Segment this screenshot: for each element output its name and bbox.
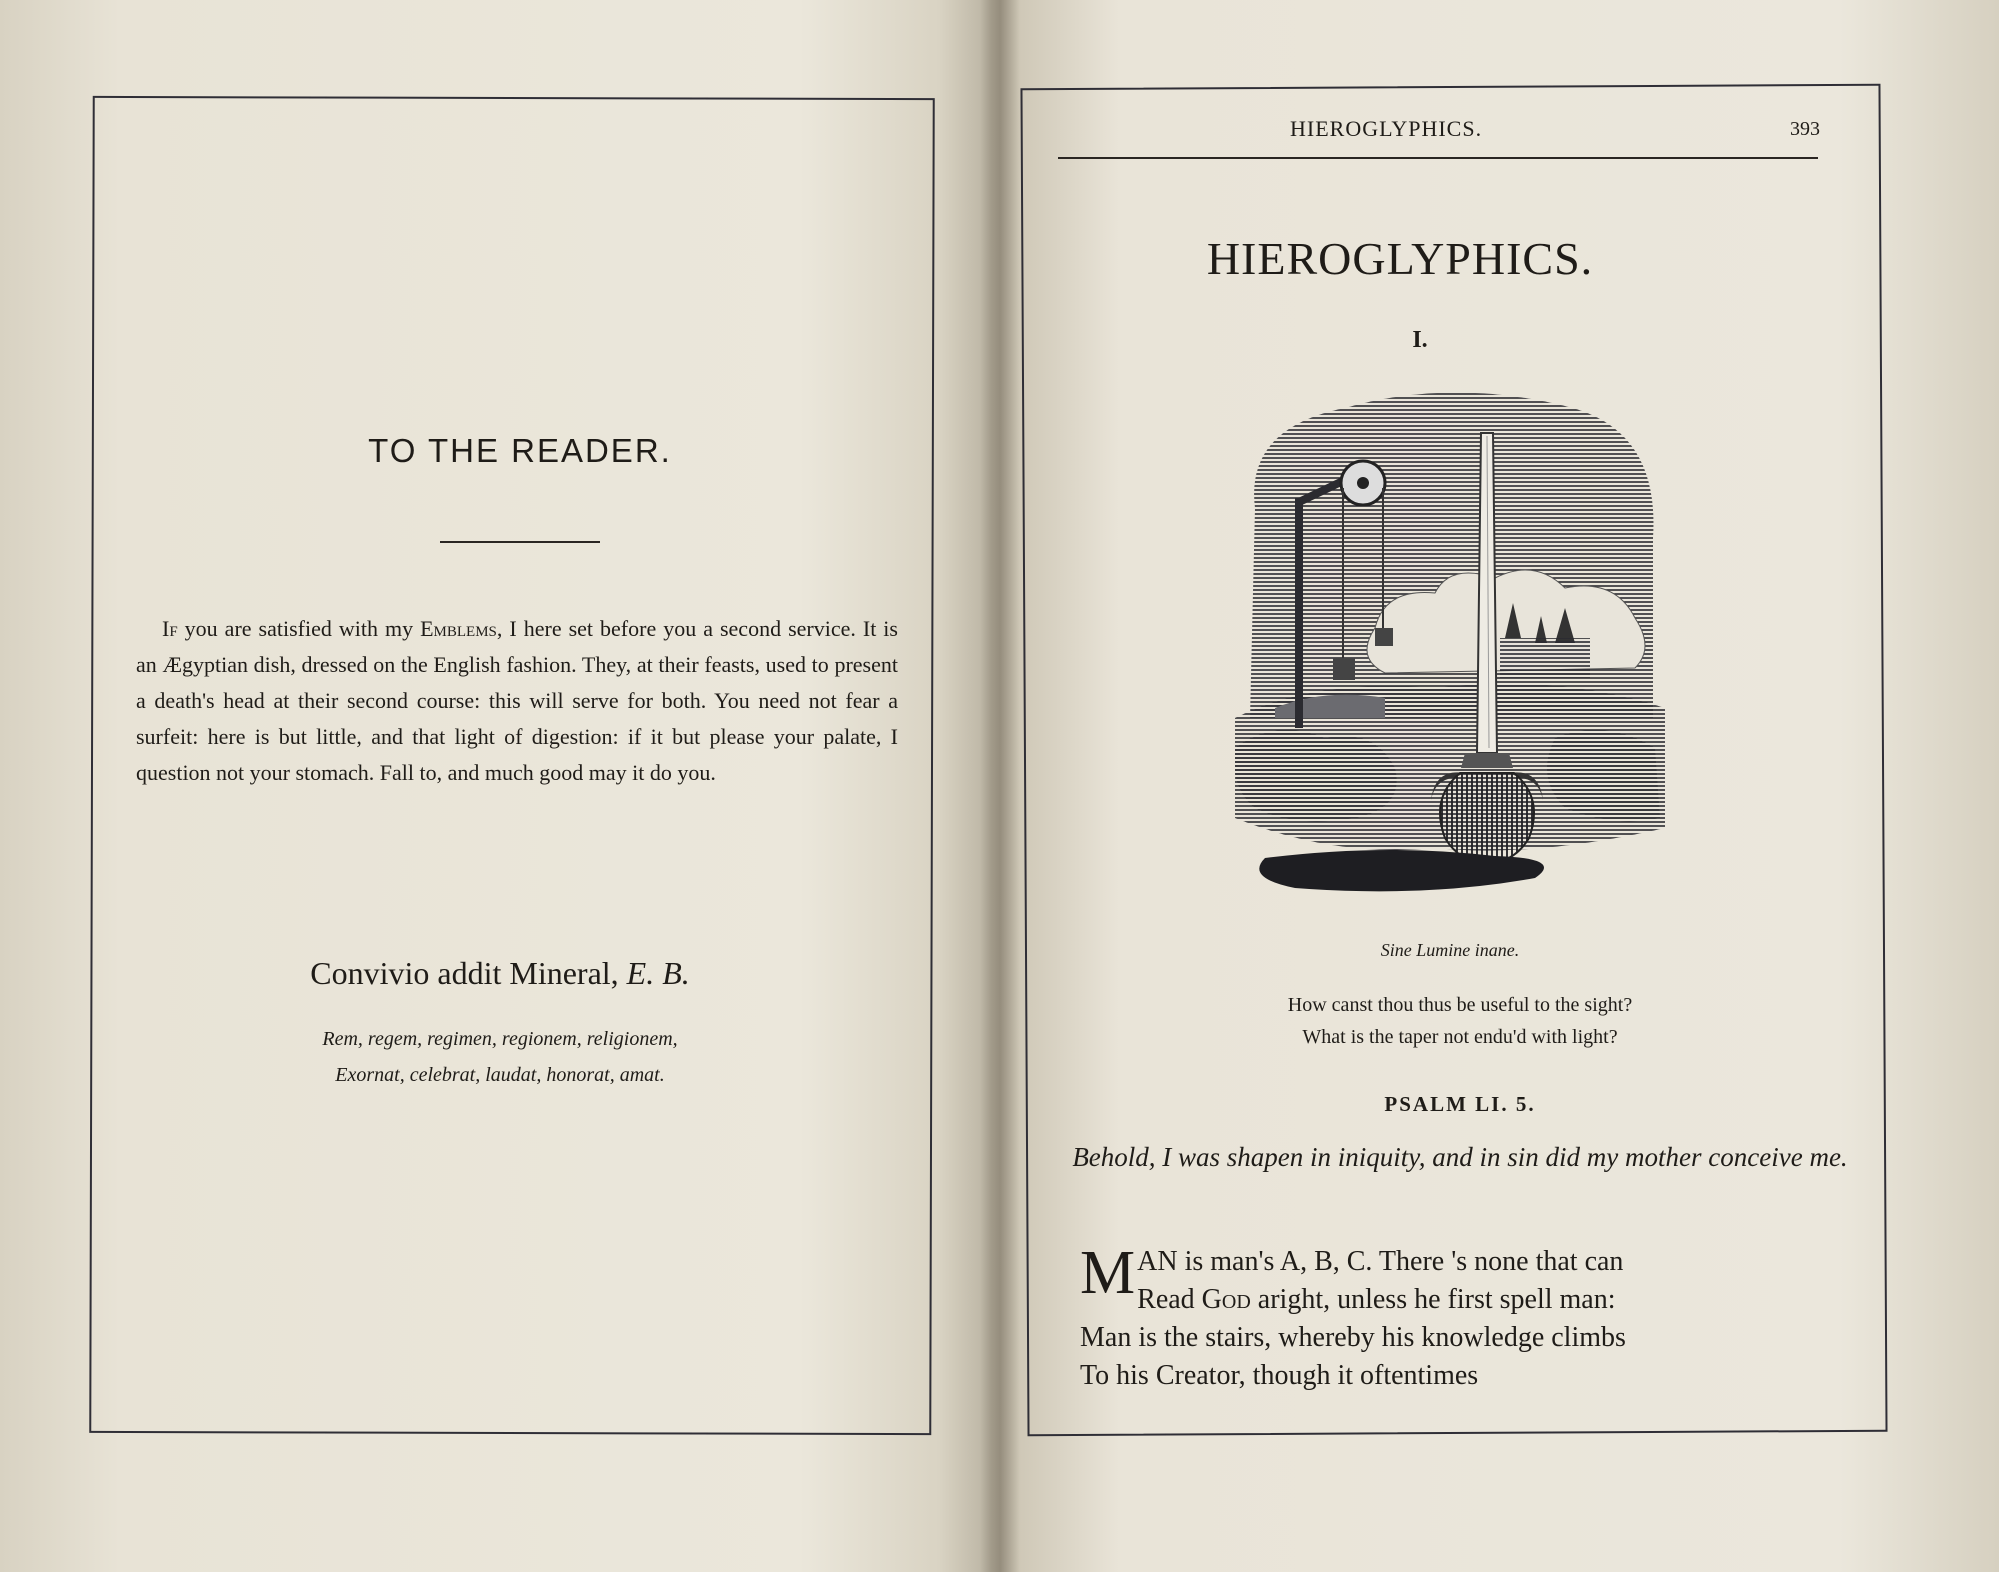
question-line-2: What is the taper not endu'd with light? <box>1302 1026 1618 1048</box>
question-line-1: How canst thou thus be useful to the sight? <box>1287 994 1633 1016</box>
header-rule <box>1058 157 1818 159</box>
page-title-to-the-reader: TO THE READER. <box>368 432 672 469</box>
reader-paragraph <box>136 611 898 791</box>
poem-line-2-god: God <box>1201 1284 1251 1315</box>
psalm-reference: PSALM LI. 5. <box>1384 1092 1536 1116</box>
poem <box>1080 1239 1840 1395</box>
poem-line-2 <box>1080 1281 1840 1319</box>
title-rule <box>440 541 600 543</box>
motto <box>220 955 780 992</box>
paragraph-text-1: you are satisfied with my <box>177 616 421 641</box>
lead-in-word: If <box>162 616 178 641</box>
taper-engraving-illustration <box>1235 388 1665 908</box>
latin-line-2: Exornat, celebrat, laudat, honorat, amat. <box>335 1064 665 1086</box>
motto-text: Convivio addit Mineral, <box>310 955 627 991</box>
section-title: HIEROGLYPHICS. <box>1206 233 1594 284</box>
poem-line-4: To his Creator, though it oftentimes <box>1080 1360 1479 1391</box>
paragraph-text-2: , I here set before you a second service. It is an Ægyptian dish, dressed on the English fashion. They, at their feasts, used to present a death's head at their second course: this will serve for both. You need not fear a surfeit: here is but little, and that light of digestion: if it but please your palate, I question not your stomach. Fall to, and much good may it do you. <box>136 616 898 785</box>
poem-line-1: AN is man's A, B, C. There 's none that can <box>1137 1246 1624 1277</box>
section-numeral: I. <box>1412 327 1428 353</box>
engraving-caption: Sine Lumine inane. <box>1380 940 1520 960</box>
page-number: 393 <box>1790 118 1820 140</box>
running-head: HIEROGLYPHICS. <box>1290 116 1483 141</box>
motto-initials: E. B. <box>626 955 690 991</box>
book-gutter <box>980 0 1020 1572</box>
poem-line-3: Man is the stairs, whereby his knowledge climbs <box>1080 1322 1626 1353</box>
poem-line-2-post: aright, unless he first spell man: <box>1250 1284 1616 1315</box>
verse-behold: Behold, <box>1072 1142 1163 1172</box>
latin-line-1: Rem, regem, regimen, regionem, religionem, <box>322 1028 678 1050</box>
poem-line-2-pre: Read <box>1137 1284 1202 1315</box>
drop-cap: M <box>1080 1239 1136 1307</box>
verse-text: I was shapen in iniquity, and in sin did my mother conceive me. <box>1162 1142 1848 1172</box>
scripture-verse <box>1070 1140 1850 1174</box>
emblems-word: Emblems <box>420 616 497 641</box>
